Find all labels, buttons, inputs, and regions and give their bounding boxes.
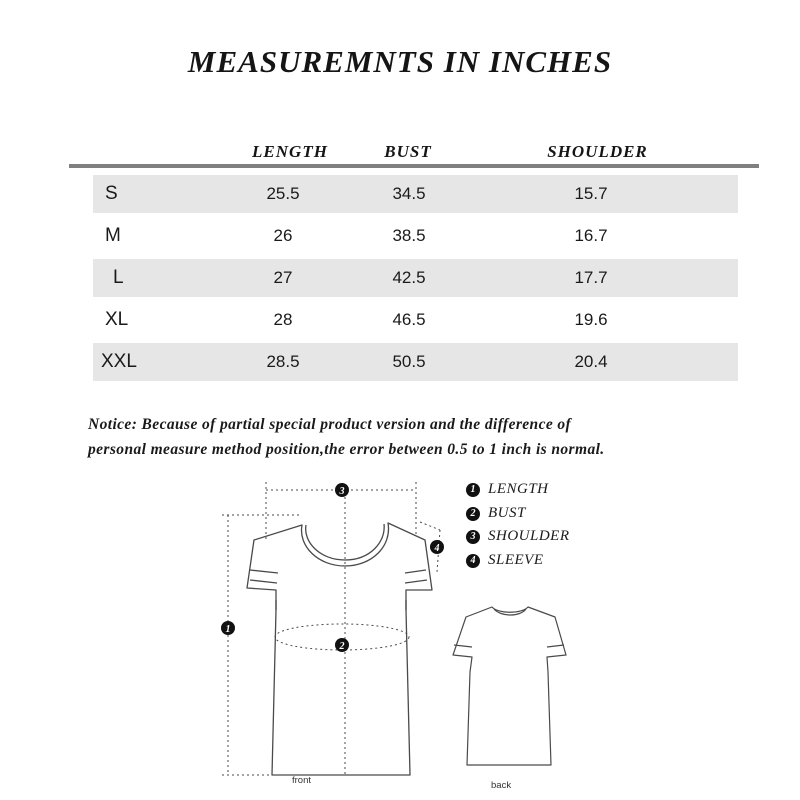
shoulder-value: 19.6	[574, 310, 608, 329]
marker-shoulder-number: 3	[339, 486, 345, 497]
notice-text	[88, 412, 788, 462]
size-label: S	[105, 183, 118, 204]
measurement-diagram	[0, 460, 800, 800]
bust-value: 50.5	[392, 352, 426, 371]
legend-label: BUST	[488, 504, 526, 521]
size-label: L	[113, 267, 124, 288]
back-tshirt-illustration	[453, 607, 566, 765]
marker-sleeve-number: 4	[434, 543, 440, 554]
header-divider	[69, 164, 759, 168]
marker-length-number: 1	[225, 624, 231, 635]
length-value: 28.5	[266, 352, 300, 371]
length-value: 27	[273, 268, 293, 287]
shoulder-value: 17.7	[574, 268, 608, 287]
table-row-m	[93, 217, 738, 255]
marker-bust-number: 2	[339, 641, 345, 652]
shoulder-value: 15.7	[574, 184, 608, 203]
notice-line-2: personal measure method position,the error between 0.5 to 1 inch is normal.	[88, 441, 605, 458]
size-label: XXL	[101, 351, 137, 372]
legend-label: SHOULDER	[488, 528, 570, 544]
bust-value: 34.5	[392, 184, 426, 203]
shoulder-value: 16.7	[574, 226, 608, 245]
shoulder-value: 20.4	[574, 352, 608, 371]
legend-number-badge: 2	[466, 507, 480, 521]
bust-value: 42.5	[392, 268, 426, 287]
length-value: 28	[273, 310, 293, 329]
length-value: 25.5	[266, 184, 300, 203]
front-caption: front	[292, 775, 312, 786]
column-header-length: LENGTH	[252, 142, 328, 161]
column-header-bust: BUST	[384, 142, 432, 161]
legend-label: SLEEVE	[488, 551, 544, 568]
length-value: 26	[273, 226, 293, 245]
bust-value: 38.5	[392, 226, 426, 245]
measurement-guides	[222, 482, 440, 775]
table-row-xl	[93, 301, 738, 339]
notice-line-1: Notice: Because of partial special product version and the difference of	[88, 416, 572, 433]
legend-number-badge: 4	[466, 554, 480, 568]
table-row-l	[93, 259, 738, 297]
size-label: XL	[105, 309, 129, 330]
column-header-shoulder: SHOULDER	[547, 142, 648, 161]
page-title: MEASUREMNTS IN INCHES	[187, 44, 613, 79]
legend-label: LENGTH	[488, 481, 549, 497]
table-row-s	[93, 175, 738, 213]
legend-number-badge: 1	[466, 483, 480, 497]
table-row-xxl	[93, 343, 738, 381]
back-caption: back	[491, 780, 512, 791]
bust-value: 46.5	[392, 310, 426, 329]
legend-number-badge: 3	[466, 530, 480, 544]
size-label: M	[105, 225, 121, 246]
